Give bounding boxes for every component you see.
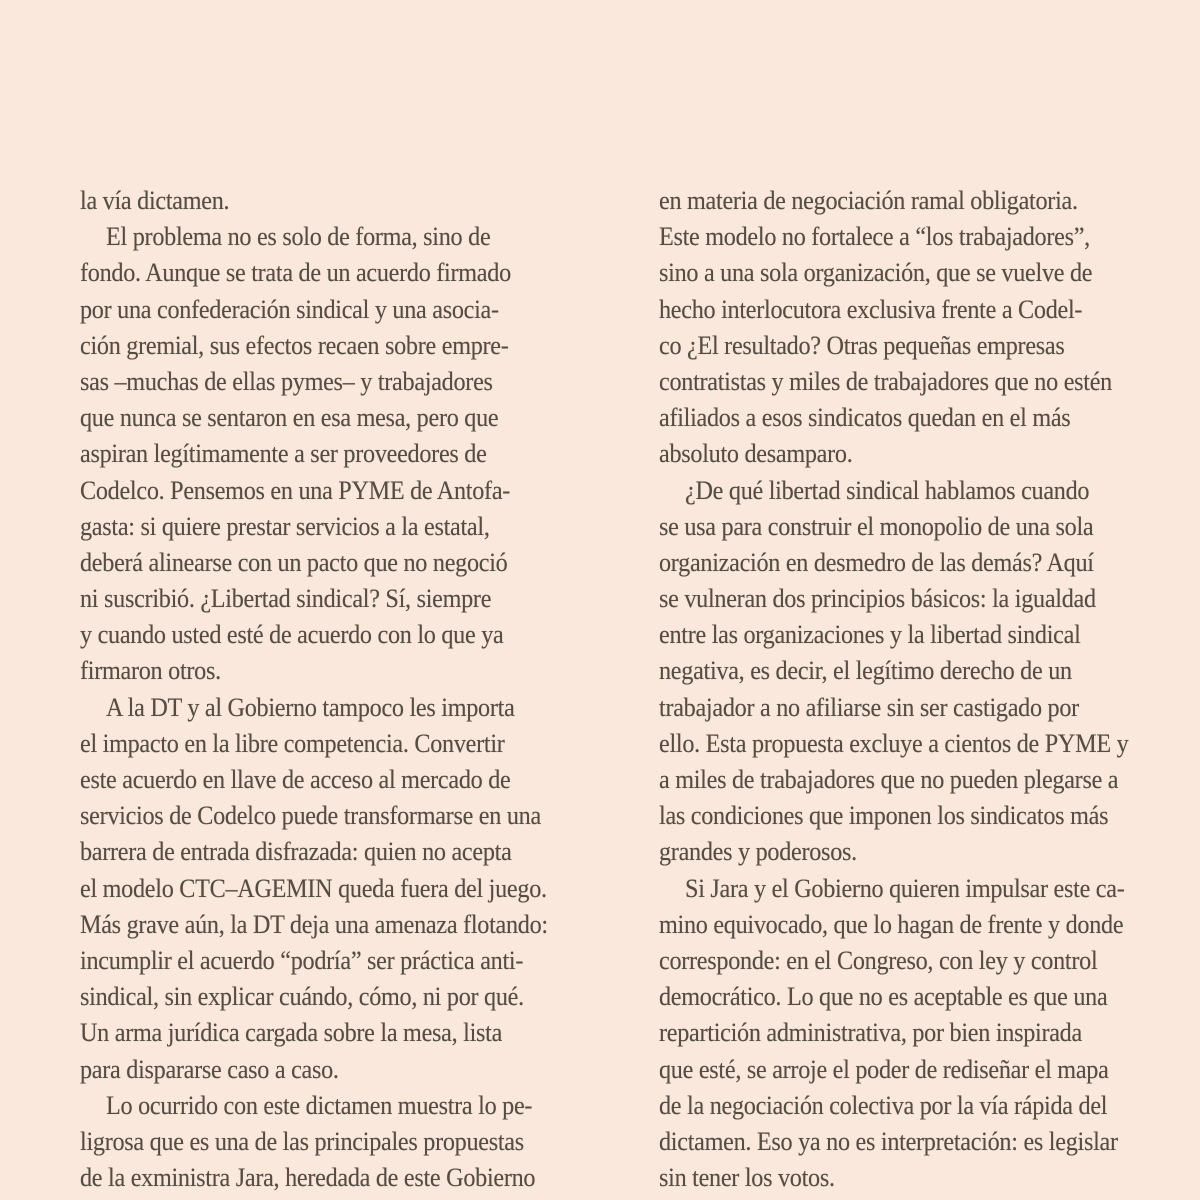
text-line: entre las organizaciones y la libertad sindical <box>659 620 1081 650</box>
text-line: organización en desmedro de las demás? Aquí <box>659 547 1094 577</box>
text-line: sin tener los votos. <box>659 1163 835 1193</box>
text-line: este acuerdo en llave de acceso al mercado de <box>80 765 511 794</box>
text-line: El problema no es solo de forma, sino de <box>106 222 491 252</box>
article-column-left <box>80 183 619 1196</box>
text-line: por una confederación sindical y una asocia- <box>80 294 499 324</box>
text-line: las condiciones que imponen los sindicatos más <box>659 801 1109 831</box>
text-line: deberá alinearse con un pacto que no negoció <box>80 547 508 577</box>
text-line: ni suscribió. ¿Libertad sindical? Sí, siempre <box>80 584 492 614</box>
text-line: Codelco. Pensemos en una PYME de Antofa- <box>80 475 511 505</box>
text-line: mino equivocado, que lo hagan de frente y donde <box>659 909 1124 939</box>
text-line: gasta: si quiere prestar servicios a la estatal, <box>80 511 490 541</box>
text-line: sino a una sola organización, que se vuelve de <box>659 258 1093 288</box>
text-line: fondo. Aunque se trata de un acuerdo firmado <box>80 258 511 288</box>
text-line: Lo ocurrido con este dictamen muestra lo pe- <box>106 1090 533 1120</box>
article-column-right <box>659 183 1198 1196</box>
text-line: Este modelo no fortalece a “los trabajadores”, <box>659 222 1090 252</box>
text-line: sas –muchas de ellas pymes– y trabajadores <box>80 366 493 396</box>
text-line: barrera de entrada disfrazada: quien no acepta <box>80 837 512 867</box>
text-line: hecho interlocutora exclusiva frente a Codel- <box>659 294 1083 324</box>
text-line: se usa para construir el monopolio de una sola <box>659 511 1094 541</box>
text-line: negativa, es decir, el legítimo derecho de un <box>659 656 1072 686</box>
text-line: trabajador a no afiliarse sin ser castigado por <box>659 692 1079 722</box>
text-line: Un arma jurídica cargada sobre la mesa, lista <box>80 1018 503 1048</box>
text-line: y cuando usted esté de acuerdo con lo que ya <box>80 620 504 650</box>
text-line: dictamen. Eso ya no es interpretación: es legislar <box>659 1126 1118 1156</box>
text-line: ligrosa que es una de las principales propuestas <box>80 1126 524 1156</box>
text-line: absoluto desamparo. <box>659 439 853 469</box>
text-line: A la DT y al Gobierno tampoco les importa <box>106 692 515 722</box>
text-line: que esté, se arroje el poder de rediseñar el mapa <box>659 1054 1109 1084</box>
text-line: de la exministra Jara, heredada de este Gobierno <box>80 1163 536 1193</box>
text-line: contratistas y miles de trabajadores que no estén <box>659 366 1112 396</box>
text-line: servicios de Codelco puede transformarse en una <box>80 801 541 831</box>
text-line: sindical, sin explicar cuándo, cómo, ni por qué. <box>80 982 524 1012</box>
text-line: aspiran legítimamente a ser proveedores de <box>80 439 487 469</box>
text-line: para dispararse caso a caso. <box>80 1054 339 1084</box>
text-line: el impacto en la libre competencia. Convertir <box>80 728 505 758</box>
text-line: se vulneran dos principios básicos: la igualdad <box>659 584 1096 614</box>
text-line: ción gremial, sus efectos recaen sobre empre- <box>80 330 509 360</box>
text-line: que nunca se sentaron en esa mesa, pero que <box>80 403 499 433</box>
text-line: afiliados a esos sindicatos quedan en el más <box>659 403 1071 433</box>
text-line: grandes y poderosos. <box>659 837 857 867</box>
text-line: corresponde: en el Congreso, con ley y control <box>659 945 1098 975</box>
text-line: Si Jara y el Gobierno quieren impulsar este ca- <box>685 873 1125 903</box>
text-line: a miles de trabajadores que no pueden plegarse a <box>659 765 1119 794</box>
text-line: de la negociación colectiva por la vía rápida del <box>659 1090 1108 1120</box>
text-line: repartición administrativa, por bien inspirada <box>659 1018 1082 1048</box>
text-line: incumplir el acuerdo “podría” ser práctica anti- <box>80 945 524 975</box>
text-line: el modelo CTC–AGEMIN queda fuera del juego. <box>80 873 547 903</box>
text-line: ello. Esta propuesta excluye a cientos de PYME y <box>659 728 1129 758</box>
text-line: firmaron otros. <box>80 656 221 686</box>
text-line: la vía dictamen. <box>80 186 230 215</box>
text-line: co ¿El resultado? Otras pequeñas empresas <box>659 330 1065 360</box>
text-line: Más grave aún, la DT deja una amenaza flotando: <box>80 909 548 939</box>
text-line: ¿De qué libertad sindical hablamos cuando <box>685 475 1090 505</box>
text-line: en materia de negociación ramal obligatoria. <box>659 186 1078 215</box>
text-line: democrático. Lo que no es aceptable es que una <box>659 982 1108 1012</box>
